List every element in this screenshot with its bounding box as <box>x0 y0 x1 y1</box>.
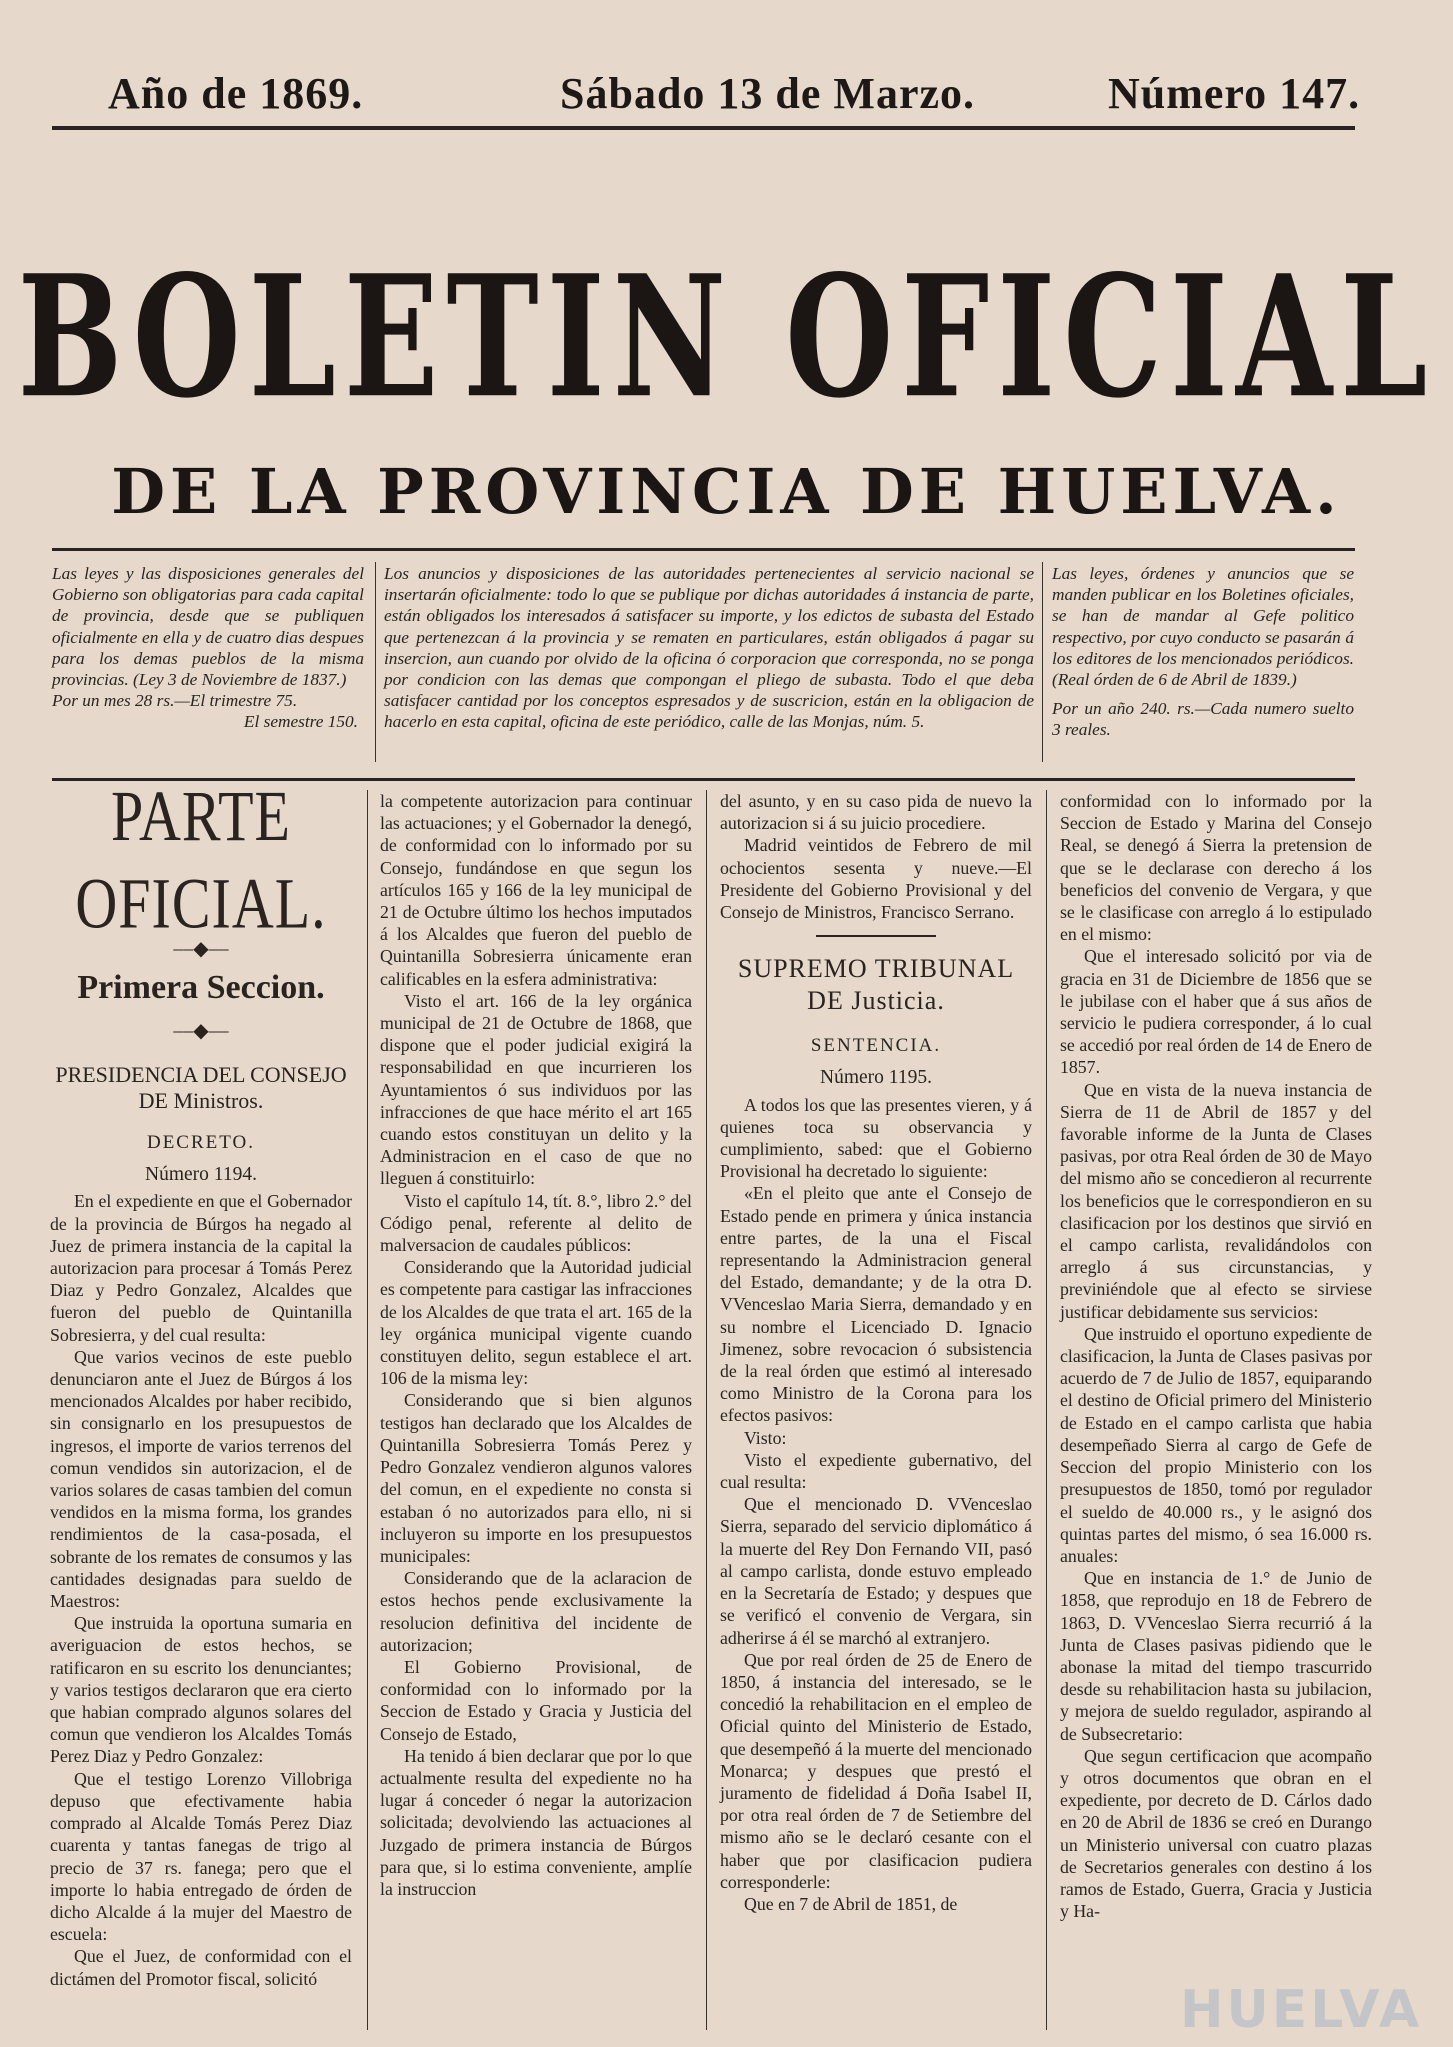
ornament: ⎯⎯◆⎯⎯ <box>173 1020 229 1042</box>
paragraph: la competente autorizacion para continuar las actuaciones; y el Gobernador la denegó, de conformidad con lo informado por su Consejo, fundándose en que segun los artículos 165 y 166 de la ley municipal de 21 de Octubre último los hechos imputados á los Alcaldes que fueron del pueblo de Quintanilla Sobresierra únicamente eran calificables en la esfera administrativa: <box>380 791 692 989</box>
paragraph: El Gobierno Provisional, de conformidad con lo informado por la Seccion de Estado y Gracia y Justicia del Consejo de Estado, <box>380 1656 692 1744</box>
paragraph: Visto el art. 166 de la ley orgánica municipal de 21 de Octubre de 1868, que dispone que el poder judicial exigirá la responsabilidad en que incurrieren los Ayuntamientos ó sus individuos por las infracciones de que hace mérito el art 165 cuando estos constituyan un delito y la Administracion en el caso de que no lleguen á constituirlo: <box>380 990 692 1189</box>
subhead-center <box>384 563 1034 733</box>
paragraph: Visto el capítulo 14, tít. 8.°, libro 2.° del Código penal, referente al delito de malversacion de caudales públicos: <box>380 1190 692 1256</box>
paragraph: Que instruida la oportuna sumaria en averiguacion de estos hechos, se ratificaron en su escrito los denunciantes; y varios testigos declararon que era cierto que habian comprado algunos solares del comun que vendieron los Alcaldes Tomás Perez Diaz y Pedro Gonzalez: <box>50 1613 352 1767</box>
paragraph: Madrid veintidos de Febrero de mil ochocientos sesenta y nueve.—El Presidente del Gobierno Provisional y del Consejo de Ministros, Francisco Serrano. <box>720 835 1032 923</box>
paragraph: Considerando que si bien algunos testigos han declarado que los Alcaldes de Quintanilla Sobresierra Tomás Perez y Pedro Gonzalez vendieron algunos valores del comun, en el expediente no consta si estaban ó no autorizados para ello, ni si incluyeron su importe en los presupuestos municipales: <box>380 1390 692 1566</box>
subhead-divider-1 <box>375 562 376 762</box>
article-subheading: DECRETO. <box>146 1132 255 1153</box>
paragraph: Que en 7 de Abril de 1851, de <box>744 1893 958 1914</box>
subhead-right <box>1052 563 1354 741</box>
paragraph: Que instruido el oportuno expediente de clasificacion, la Junta de Clases pasivas por acuerdo de 7 de Julio de 1857, equiparando el destino de Oficial primero del Ministerio de Estado en el campo carlista que habia desempeñado Sierra al cargo de Gefe de Seccion del propio Ministerio con los presupuestos de 1850, tomó por regulador el sueldo de 40.000 rs., y le asignó dos quintas partes del mismo, ó sea 16.000 rs. anuales: <box>1060 1323 1372 1566</box>
masthead-title: BOLETIN OFICIAL <box>17 240 1436 436</box>
column-4 <box>1060 790 1372 1922</box>
article-number: Número 1194. <box>145 1164 257 1186</box>
paragraph: Que el Juez, de conformidad con el dictámen del Promotor fiscal, solicitó <box>50 1946 352 1989</box>
paragraph: «En el pleito que ante el Consejo de Estado pende en primera y única instancia entre partes, de la una el Fiscal representando la Administracion general del Estado, demandante; y de la otra D. VVenceslao Maria Sierra, demandado y en su nombre el Licenciado D. Ignacio Jimenez, sobre revocacion ó subsistencia de la real órden que estimó al interesado como Ministro de la Corona para los efectos pasivos: <box>720 1183 1032 1426</box>
paragraph: Considerando que la Autoridad judicial es competente para castigar las infracciones de los Alcaldes de que trata el art. 165 de la ley orgánica municipal vigente cuando constituyen delito, segun establece el art. 106 de la misma ley: <box>380 1257 692 1389</box>
article-subheading: SENTENCIA. <box>810 1035 942 1057</box>
ornament: ⎯⎯◆⎯⎯ <box>173 938 229 960</box>
subhead-left-price2: El semestre 150. <box>243 712 358 732</box>
section-subtitle: Primera Seccion. <box>77 969 325 1006</box>
paragraph: Que el interesado solicitó por via de gracia en 31 de Diciembre de 1856 que se le jubilase con el haber que á sus años de servicio le pudiera corresponder, á lo cual se accedió por real órden de 14 de Enero de 1857. <box>1060 946 1372 1078</box>
paragraph: Que segun certificacion que acompaño y otros documentos que obran en el expediente, por decreto de D. Cárlos dado en 20 de Abril de 1836 se creó en Durango un Ministerio universal con cuatro plazas de Secretarios generales con destino á los ramos de Estado, Guerra, Gracia y Justicia y Ha- <box>1060 1745 1372 1922</box>
paragraph: Visto: <box>744 1427 787 1448</box>
paragraph: Ha tenido á bien declarar que por lo que actualmente resulta del expediente no ha lugar á conceder ó negar la autorizacion solicitada; devolviendo las actuaciones al Juzgado de primera instancia de Búrgos para que, si lo estima conveniente, amplíe la instruccion <box>380 1745 692 1899</box>
paragraph: Que el testigo Lorenzo Villobriga depuso que efectivamente habia comprado al Alcalde Tomás Perez Diaz cuarenta y tantas fanegas de trigo al precio de 37 rs. fanega; pero que el importe lo habia entregado de órden de dicho Alcalde á la mujer del Maestro de escuela: <box>50 1768 352 1945</box>
subhead-right-text: Las leyes, órdenes y anuncios que se manden publicar en los Boletines oficiales, se han de mandar al Gefe politico respectivo, por cuyo conducto se pasarán á los editores de los mencionados periódicos. (Real órden de 6 de Abril de 1839.) <box>1052 564 1354 690</box>
separator <box>816 935 936 937</box>
article-heading: PRESIDENCIA DEL CONSEJO DE Ministros. <box>55 1062 347 1113</box>
paragraph: Que varios vecinos de este pueblo denunciaron ante el Juez de Búrgos á los mencionados Alcaldes por haber recibido, sin consignarlo en los presupuestos de ingresos, el importe de varios terrenos del comun vendidos sin autorizacion, el de varios solares de casas tambien del comun vendidos en la misma forma, los grandes rendimientos de la casa-posada, el sobrante de los remates de consumos y las cantidades designadas para sueldo de Maestros: <box>50 1346 352 1612</box>
subhead-divider-2 <box>1042 562 1043 762</box>
col-divider-1 <box>367 790 368 2030</box>
masthead-subtitle: DE LA PROVINCIA DE HUELVA. <box>111 455 1342 528</box>
article-heading: SUPREMO TRIBUNAL DE Justicia. <box>737 954 1015 1016</box>
subhead-left-text: Las leyes y las disposiciones generales del Gobierno son obligatorias para cada capital de provincia, desde que se publiquen oficialmente en ella y de cuatro dias despues para los demas pueblos de la misma provincias. (Ley 3 de Noviembre de 1837.) <box>52 564 364 690</box>
issue-date: Sábado 13 de Marzo. <box>560 69 975 118</box>
paragraph: Que el mencionado D. VVenceslao Sierra, separado del servicio diplomático á la muerte del Rey Don Fernando VII, pasó al campo carlista, donde estuvo empleado en la Secretaría de Estado; y despues que se verificó el convenio de Vergara, sin adherirse á él se marchó al extranjero. <box>720 1494 1032 1648</box>
paragraph: del asunto, y en su caso pida de nuevo la autorizacion si á su juicio procediere. <box>720 791 1032 834</box>
column-1 <box>50 775 352 1990</box>
issue-number: Número 147. <box>1108 69 1361 118</box>
subhead-right-price: Por un año 240. rs.—Cada numero suelto 3 reales. <box>1052 699 1354 740</box>
paragraph: Que en instancia de 1.° de Junio de 1858, que reprodujo en 18 de Febrero de 1863, D. VVenceslao Sierra recurrió á la Junta de Clases pasivas pidiendo que le abonase la mitad del tiempo trascurrido desde su rehabilitacion hasta su jubilacion, y mejora de sueldo regulador, aspirando al de Subsecretario: <box>1060 1568 1372 1744</box>
col-divider-3 <box>1046 790 1047 2030</box>
column-2 <box>380 790 692 1900</box>
section-title: PARTE OFICIAL. <box>75 775 327 944</box>
paragraph: Considerando que de la aclaracion de estos hechos pende exclusivamente la resolucion definitiva del incidente de autorizacion; <box>380 1568 692 1655</box>
subhead-center-text: Los anuncios y disposiciones de las autoridades pertenecientes al servicio nacional se insertarán oficialmente: todo lo que se publique por dichas autoridades á instancia de parte, están obligados los interesados á satisfacer su importe, y los edictos de subasta del Estado que pertenezcan á la provincia y se rematen en particulares, están obligados á pagar su insercion, aun cuando por olvido de la oficina ó corporacion que corresponda, no se ponga por condicion con las demas que compongan el pliego de subasta. Todo el que deba satisfacer cantidad por los conceptos espresados y de suscricion, están en la obligacion de hacerlo en esta capital, oficina de este periódico, calle de las Monjas, núm. 5. <box>384 564 1034 732</box>
library-watermark: HUELVA <box>1180 1980 1423 2040</box>
paragraph: Que por real órden de 25 de Enero de 1850, á instancia del interesado, se le concedió la rehabilitacion en el empleo de Oficial quinto del Ministerio de Estado, que desempeñó á la muerte del mencionado Monarca; y despues que prestó el juramento de fidelidad á Doña Isabel II, por otra real órden de 7 de Setiembre del mismo año se le declaró cesante con el haber que por clasificacion pudiera corresponderle: <box>720 1649 1032 1892</box>
paragraph: Que en vista de la nueva instancia de Sierra de 11 de Abril de 1857 y del favorable informe de la Junta de Clases pasivas, por otra Real órden de 30 de Mayo del mismo año se concedieron al recurrente los beneficios que le correspondieron en su clasificacion por los destinos que sirvió en el campo carlista, revalidándolos con arreglo á sus circunstancias, y previniéndole que al efecto se sirviese justificar debidamente sus servicios: <box>1060 1079 1372 1322</box>
article-number: Número 1195. <box>820 1067 932 1089</box>
issue-year: Año de 1869. <box>108 69 364 118</box>
paragraph: conformidad con lo informado por la Seccion de Estado y Marina del Consejo Real, se denegó á Sierra la pretension de que se le declarase con derecho á los beneficios del convenio de Vergara, y que se le clasificase con arreglo á lo estipulado en el mismo: <box>1060 791 1372 945</box>
col-divider-2 <box>706 790 707 2030</box>
subhead-left-price1: Por un mes 28 rs.—El trimestre 75. <box>52 691 298 711</box>
paragraph: En el expediente en que el Gobernador de la provincia de Búrgos ha negado al Juez de primera instancia de la capital la autorizacion para procesar á Tomás Perez Diaz y Pedro Gonzalez, Alcaldes que fueron del pueblo de Quintanilla Sobresierra, y del cual resulta: <box>50 1191 352 1345</box>
column-3 <box>720 790 1032 1915</box>
paragraph: A todos los que las presentes vieren, y á quienes toca su observancia y cumplimiento, sabed: que el Gobierno Provisional ha decretado lo siguiente: <box>720 1094 1032 1182</box>
header-rule <box>52 126 1355 130</box>
subhead-left <box>52 563 364 733</box>
paragraph: Visto el expediente gubernativo, del cual resulta: <box>720 1449 1032 1493</box>
masthead-rule <box>52 548 1355 551</box>
